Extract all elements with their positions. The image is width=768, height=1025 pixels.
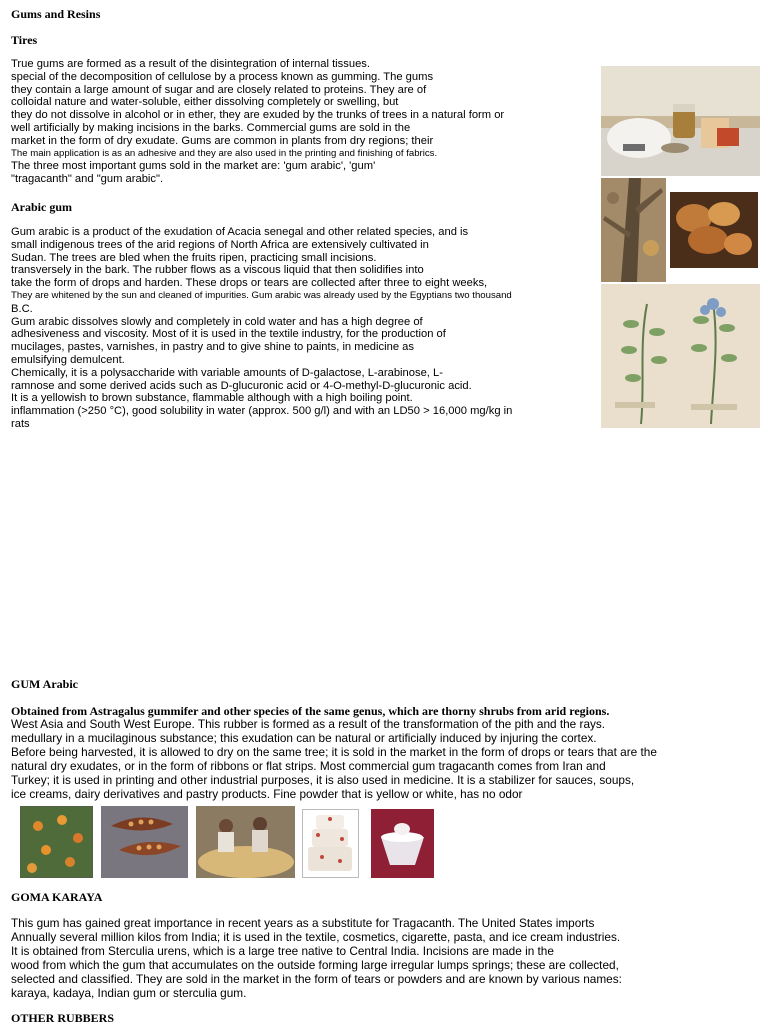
text-line: It is obtained from Sterculia urens, which is a large tree native to Central India. Incisions are made in the [11, 944, 554, 959]
text-line: natural dry exudates, or in the form of ribbons or flat strips. Most commercial gum tragacanth comes from Iran and [11, 759, 606, 774]
text-line: ice creams, dairy derivatives and pastry products. Fine powder that is yellow or white, has no odor [11, 787, 523, 802]
arabic-gum-paragraph [11, 226, 512, 431]
text-line: they contain a large amount of sugar and are closely related to proteins. They are of [11, 83, 427, 96]
text-line: adhesiveness and viscosity. Most of it is used in the textile industry, for the production of [11, 328, 446, 341]
goma-karaya-paragraph [11, 916, 622, 1001]
text-line: It is a yellowish to brown substance, flammable although with a high boiling point. [11, 392, 413, 405]
gum-arabic-bold-line: Obtained from Astragalus gummifer and other species of the same genus, which are thorny shrubs from arid regions. [11, 704, 610, 718]
text-line: inflammation (>250 °C), good solubility in water (approx. 500 g/l) and with an LD50 > 16,000 mg/kg in [11, 405, 513, 418]
text-line: medullary in a mucilaginous substance; this exudation can be natural or artificially induced by injuring the cortex. [11, 731, 597, 746]
text-line: The main application is as an adhesive and they are also used in the printing and finishing of fabrics. [11, 147, 438, 159]
tree-trunk-photo [601, 178, 666, 282]
text-line: West Asia and South West Europe. This rubber is formed as a result of the transformation of the pith and the rays. [11, 717, 606, 731]
text-line: Gum arabic dissolves slowly and completely in cold water and has a high degree of [11, 315, 423, 328]
section-heading-other-rubbers: OTHER RUBBERS [11, 1011, 115, 1025]
orange-tree-photo [20, 806, 93, 878]
text-line: "tragacanth" and "gum arabic". [11, 173, 164, 186]
text-line: Turkey; it is used in printing and other industrial purposes, it is also used in medicine. It is a stabilizer for sauces, soups, [11, 773, 635, 788]
section-heading-arabic-gum: Arabic gum [11, 200, 72, 214]
gum-lumps-photo [668, 178, 760, 282]
text-line: True gums are formed as a result of the disintegration of internal tissues. [11, 58, 371, 70]
text-line: Chemically, it is a polysaccharide with variable amounts of D-galactose, L-arabinose, L- [11, 366, 443, 379]
text-line: special of the decomposition of cellulose by a process known as gumming. The gums [11, 70, 434, 83]
text-line: karaya, kadaya, Indian gum or sterculia gum. [11, 986, 247, 1001]
text-line: Annually several million kilos from India; it is used in the textile, cosmetics, cigarette, pasta, and ice cream industries. [11, 930, 621, 945]
text-line: mucilages, pastes, varnishes, in pastry and to give shine to paints, in medicine as [11, 341, 414, 354]
text-line: ramnose and some derived acids such as D-glucuronic acid or 4-O-methyl-D-glucuronic acid. [11, 379, 472, 392]
text-line: This gum has gained great importance in recent years as a substitute for Tragacanth. The United States imports [11, 916, 595, 930]
text-line: colloidal nature and water-soluble, either dissolving completely or swelling, but [11, 96, 399, 109]
text-line: transversely in the bark. The rubber flows as a viscous liquid that then solidifies into [11, 264, 424, 277]
text-line: B.C. [11, 302, 33, 315]
page-title: Gums and Resins [11, 7, 101, 21]
text-line: take the form of drops and harden. These drops or tears are collected after three to eight weeks, [11, 277, 488, 290]
text-line: The three most important gums sold in the market are: 'gum arabic', 'gum' [11, 160, 376, 173]
gum-arabic-paragraph [11, 717, 657, 802]
section-heading-goma-karaya: GOMA KARAYA [11, 890, 103, 904]
text-line: wood from which the gum that accumulates on the outside forming large irregular lumps springs; these are collected, [11, 958, 619, 973]
text-line: Before being harvested, it is allowed to dry on the same tree; it is sold in the market in the form of drops or tears that are the [11, 745, 657, 760]
botanical-illustration [601, 284, 760, 428]
text-line: they do not dissolve in alcohol or in ether, they are exuded by the trunks of trees in a natural form or [11, 109, 505, 122]
text-line: They are whitened by the sun and cleaned of impurities. Gum arabic was already used by the Egyptians two thousand [11, 289, 512, 301]
text-line: well artificially by making incisions in the barks. Commercial gums are sold in the [11, 121, 411, 134]
tires-paragraph [11, 58, 504, 186]
text-line: emulsifying demulcent. [11, 353, 125, 366]
scale-and-jars-photo [601, 66, 760, 176]
dessert-bowl-photo [371, 809, 434, 878]
text-line: Gum arabic is a product of the exudation of Acacia senegal and other related species, and is [11, 226, 469, 238]
wedding-cake-photo [302, 809, 359, 878]
seed-pods-photo [101, 806, 188, 878]
section-heading-gum-arabic: GUM Arabic [11, 677, 78, 691]
text-line: rats [11, 417, 30, 430]
section-heading-tires: Tires [11, 33, 38, 47]
workers-photo [196, 806, 295, 878]
text-line: small indigenous trees of the arid regions of North Africa are extensively cultivated in [11, 238, 429, 251]
text-line: market in the form of dry exudate. Gums are common in plants from dry regions; their [11, 134, 434, 147]
text-line: selected and classified. They are sold in the market in the form of tears or powders and are known by various names: [11, 972, 622, 987]
text-line: Sudan. The trees are bled when the fruits ripen, practicing small incisions. [11, 251, 377, 264]
